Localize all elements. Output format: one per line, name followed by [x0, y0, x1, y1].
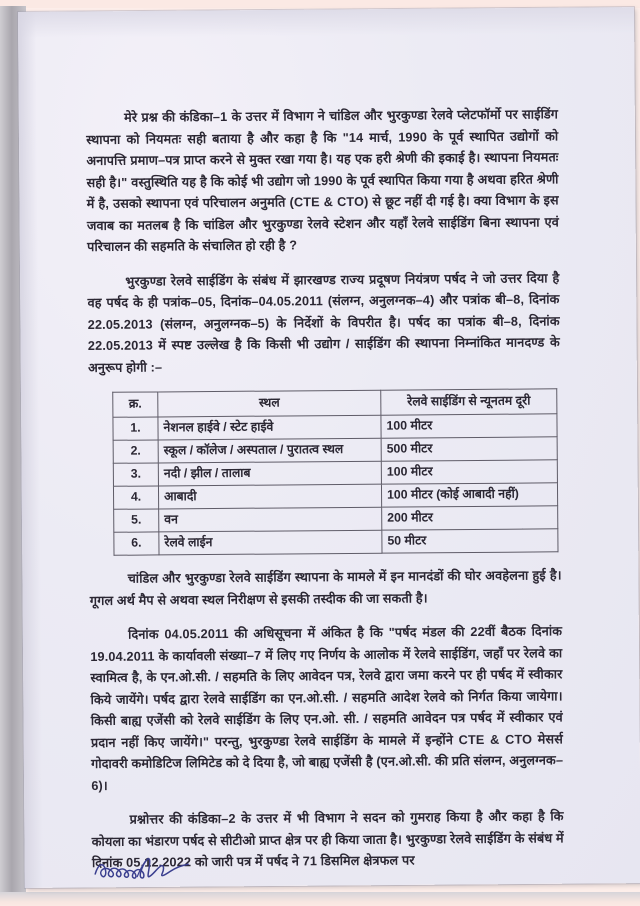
cell-distance: 100 मीटर (कोई आबादी नहीं)	[381, 483, 557, 507]
table-row	[113, 460, 557, 486]
table-header-place: स्थल	[158, 390, 381, 417]
table-header-row	[113, 389, 557, 417]
table-header-distance: रेलवे साईडिंग से न्यूनतम दूरी	[381, 389, 557, 415]
table-row	[113, 414, 557, 440]
cell-distance: 100 मीटर	[381, 460, 557, 484]
cell-distance: 200 मीटर	[382, 506, 558, 530]
cell-place: रेलवे लाईन	[159, 530, 382, 555]
cell-place: नेशनल हाईवे / स्टेट हाईवे	[158, 415, 381, 440]
scanner-bed-bottom	[0, 892, 640, 906]
cell-place: नदी / झील / तालाब	[158, 461, 381, 486]
table-row	[113, 483, 557, 509]
cell-distance: 500 मीटर	[381, 437, 557, 461]
paragraph-5: प्रश्नोत्तर की कंडिका–2 के उत्तर में भी विभाग ने सदन को गुमराह किया है और कहा है कि कोयला का भंडारण पर्षद से सीटीओ प्राप्त क्षेत्र पर ही किया जाता है। भुरकुण्डा रेलवे साईडिंग के संबंध में दिनांक 05.12.2022 को जारी पत्र में पर्षद ने 71 डिसमिल क्षेत्रफल पर	[91, 809, 564, 870]
cell-serial: 5.	[114, 509, 159, 532]
paragraph-4: दिनांक 04.05.2011 की अधिसूचना में अंकित है कि "पर्षद मंडल की 22वीं बैठक दिनांक 19.04.2011 के कार्यावली संख्या–7 में लिए गए निर्णय के आलोक में रेलवे साईडिंग, जहाँ पर रेलवे का स्वामित्व है, के एन.ओ.सी. / सहमति के लिए आवेदन पत्र, रेलवे द्वारा जमा करने पर ही पर्षद में स्वीकार किये जायेंगे। पर्षद द्वारा रेलवे साईडिंग का एन.ओ.सी. / सहमति आदेश रेलवे को निर्गत किया जायेगा। किसी बाह्य एजेंसी को रेलवे साईडिंग के लिए एन.ओ. सी. / सहमति आवेदन पत्र पर्षद में स्वीकार एवं प्रदान नहीं किए जायेंगे।" परन्तु, भुरकुण्डा रेलवे साईडिंग के मामले में इन्होंने CTE & CTO मेसर्स गोदावरी कमोडिटिज लिमिटेड को दे दिया है, जो बाह्य एजेंसी है (एन.ओ.सी. की प्रति संलग्न, अनुलग्नक–6)।	[90, 624, 564, 793]
table-row	[114, 506, 558, 532]
table-row	[114, 529, 558, 555]
cell-place: आबादी	[158, 484, 381, 509]
cell-distance: 100 मीटर	[381, 414, 557, 438]
cell-serial: 2.	[113, 440, 158, 463]
table-row	[113, 437, 557, 463]
paragraph-1: मेरे प्रश्न की कंडिका–1 के उत्तर में विभाग ने चांडिल और भुरकुण्डा रेलवे प्लेटफॉर्मो पर साईडिंग स्थापना को नियमतः सही बताया है और कहा है कि "14 मार्च, 1990 के पूर्व स्थापित उद्योगों को अनापत्ति प्रमाण–पत्र प्राप्त करने से मुक्त रखा गया है। यह एक हरी श्रेणी की इकाई है। स्थापना नियमतः सही है।" वस्तुस्थिति यह है कि कोई भी उद्योग जो 1990 के पूर्व स्थापित किया गया है अथवा हरित श्रेणी में है, उसको स्थापना एवं परिचालन अनुमति (CTE & CTO) से छूट नहीं दी गई है। क्या विभाग के इस जवाब का मतलब है कि चांडिल और भुरकुण्डा रेलवे स्टेशन और यहाँ रेलवे साईडिंग बिना स्थापना एवं परिचालन की सहमति के संचालित हो रही है ?	[86, 107, 559, 254]
handwritten-signature	[92, 845, 222, 892]
cell-serial: 1.	[113, 417, 158, 440]
paragraph-3: चांडिल और भुरकुण्डा रेलवे साईडिंग स्थापना के मामले में इन मानदंडों की घोर अवहेलना हुई है। गूगल अर्थ मैप से अथवा स्थल निरीक्षण से इसकी तस्दीक की जा सकती है।	[89, 568, 562, 608]
scanner-bed-top	[0, 0, 640, 8]
cell-serial: 3.	[113, 463, 158, 486]
cell-serial: 6.	[114, 532, 159, 555]
document-body	[86, 104, 564, 887]
norms-table	[112, 388, 558, 555]
cell-distance: 50 मीटर	[382, 529, 558, 553]
cell-serial: 4.	[113, 486, 158, 509]
cell-place: स्कूल / कॉलेज / अस्पताल / पुरातत्व स्थल	[158, 438, 381, 463]
cell-place: वन	[159, 507, 382, 532]
table-header-serial: क्र.	[113, 392, 158, 417]
paragraph-2: भुरकुण्डा रेलवे साईडिंग के संबंध में झारखण्ड राज्य प्रदूषण नियंत्रण पर्षद ने जो उत्तर दिया है वह पर्षद के ही पत्रांक–05, दिनांक–04.05.2011 (संलग्न, अनुलग्नक–4) और पत्रांक बी–8, दिनांक 22.05.2013 (संलग्न, अनुलग्नक–5) के निर्देशों के विपरीत है। पर्षद का पत्रांक बी–8, दिनांक 22.05.2013 में स्पष्ट उल्लेख है कि किसी भी उद्योग / साईडिंग की स्थापना निम्नांकित मानदण्ड के अनुरूप होगी :–	[87, 270, 560, 375]
